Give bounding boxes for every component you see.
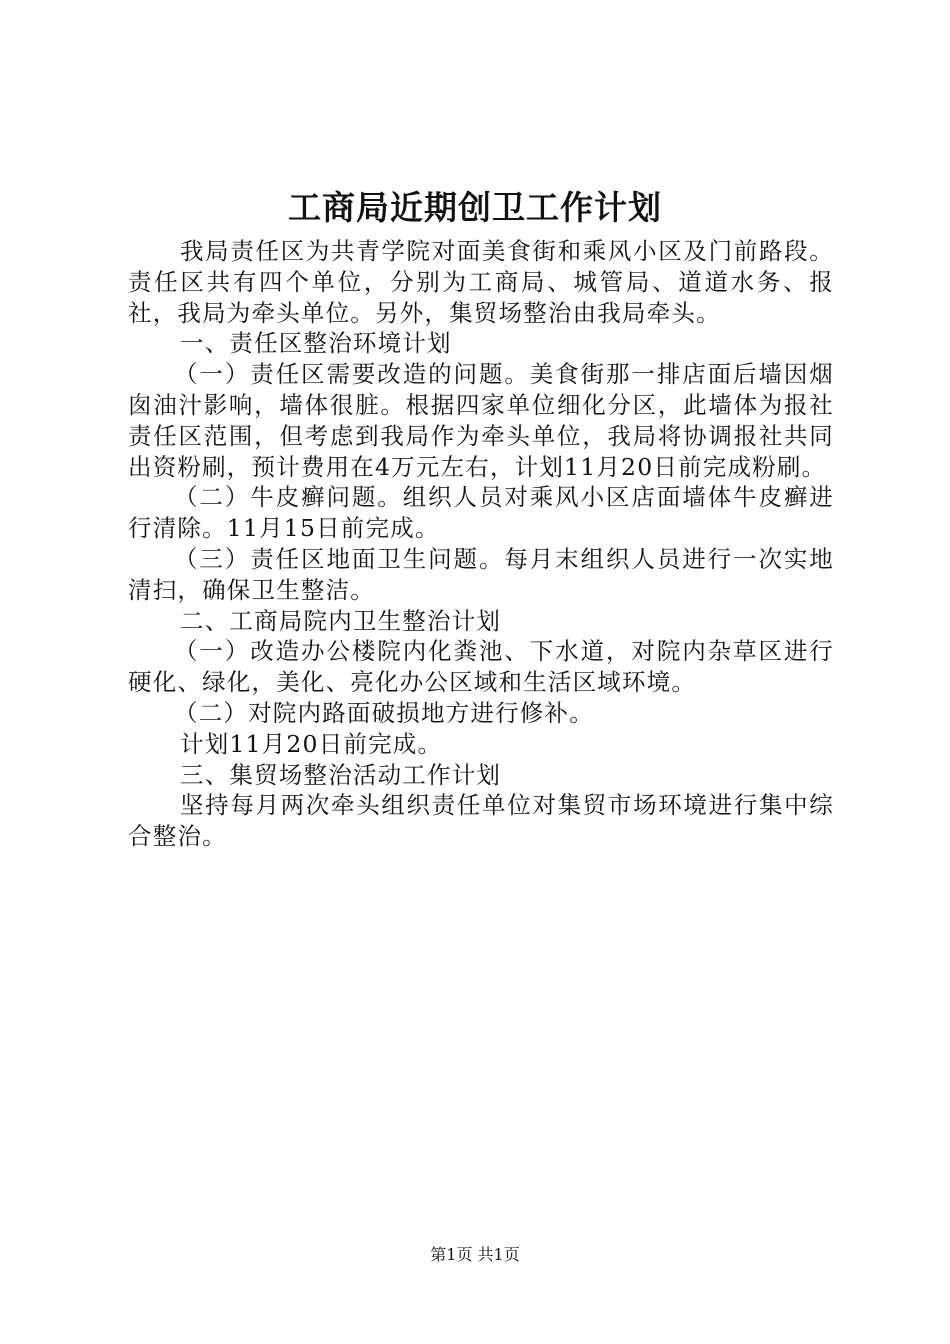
paragraph-2-deadline: 计划11月20日前完成。 bbox=[180, 729, 443, 758]
document-title: 工商局近期创卫工作计划 bbox=[288, 188, 662, 227]
document-body bbox=[128, 236, 834, 852]
section-heading-3: 三、集贸场整治活动工作计划 bbox=[180, 760, 502, 789]
paragraph-2-2: （二）对院内路面破损地方进行修补。 bbox=[174, 698, 594, 727]
paragraph-intro: 我局责任区为共青学院对面美食街和乘风小区及门前路段。责任区共有四个单位，分别为工商局、城管局、道道水务、报社，我局为牵头单位。另外，集贸场整治由我局牵头。 bbox=[128, 237, 834, 327]
paragraph-3-1: 坚持每月两次牵头组织责任单位对集贸市场环境进行集中综合整治。 bbox=[128, 791, 834, 851]
section-heading-1: 一、责任区整治环境计划 bbox=[180, 329, 452, 358]
page-number-footer: 第1页 共1页 bbox=[430, 1245, 520, 1264]
section-heading-2: 二、工商局院内卫生整治计划 bbox=[180, 606, 502, 635]
paragraph-2-1: （一）改造办公楼院内化粪池、下水道，对院内杂草区进行硬化、绿化，美化、亮化办公区域和生活区域环境。 bbox=[128, 637, 834, 697]
paragraph-1-1: （一）责任区需要改造的问题。美食街那一排店面后墙因烟囱油汁影响，墙体很脏。根据四家单位细化分区，此墙体为报社责任区范围，但考虑到我局作为牵头单位，我局将协调报社共同出资粉刷，预计费用在4万元左右，计划11月20日前完成粉刷。 bbox=[128, 360, 834, 481]
paragraph-1-3: （三）责任区地面卫生问题。每月末组织人员进行一次实地清扫，确保卫生整洁。 bbox=[128, 544, 834, 604]
paragraph-1-2: （二）牛皮癣问题。组织人员对乘风小区店面墙体牛皮癣进行清除。11月15日前完成。 bbox=[128, 483, 834, 543]
